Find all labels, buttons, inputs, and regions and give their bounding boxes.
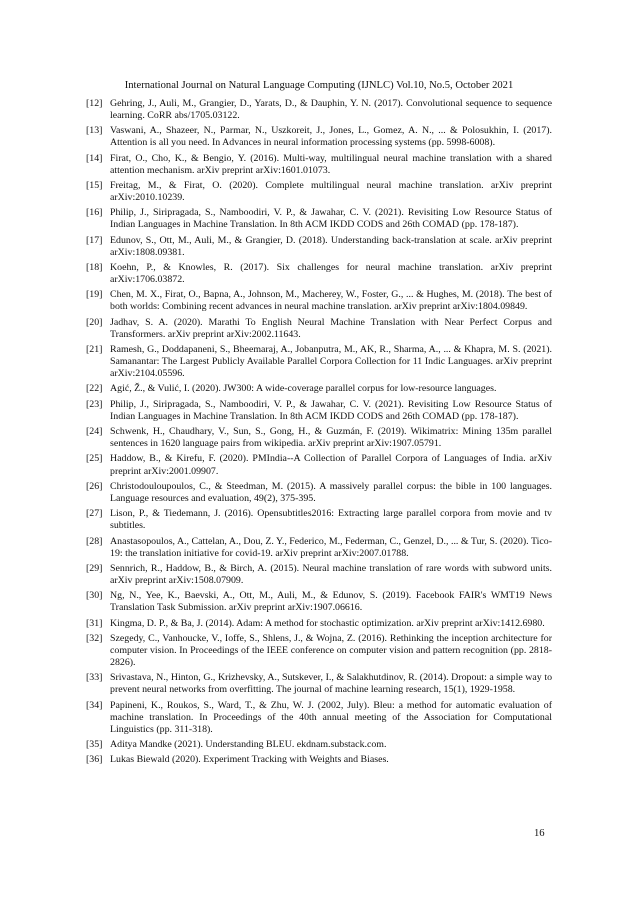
reference-text: Szegedy, C., Vanhoucke, V., Ioffe, S., Shlens, J., & Wojna, Z. (2016). Rethinking the inception architecture for computer vision. In Proceedings of the IEEE conference on computer vision and pattern recognition (pp. 2818-2826).	[110, 632, 552, 668]
reference-item	[86, 262, 552, 286]
reference-number: [19]	[86, 289, 103, 301]
reference-text: Philip, J., Siripragada, S., Namboodiri, V. P., & Jawahar, C. V. (2021). Revisiting Low Resource Status of Indian Languages in Machine Translation. In 8th ACM IKDD CODS and 26th COMAD (pp. 178-187).	[110, 398, 552, 422]
reference-number: [25]	[86, 453, 103, 465]
reference-number: [28]	[86, 535, 103, 547]
reference-item	[86, 700, 552, 736]
reference-text: Ramesh, G., Doddapaneni, S., Bheemaraj, A., Jobanputra, M., AK, R., Sharma, A., ... & Khapra, M. S. (2021). Samanantar: The Largest Publicly Available Parallel Corpora Collection for 11 Indic Languages. arXiv preprint arXiv:2104.05596.	[110, 344, 552, 380]
reference-text: Papineni, K., Roukos, S., Ward, T., & Zhu, W. J. (2002, July). Bleu: a method for automatic evaluation of machine translation. In Proceedings of the 40th annual meeting of the Association for Computational Linguistics (pp. 311-318).	[110, 699, 552, 735]
reference-text: Haddow, B., & Kirefu, F. (2020). PMIndia--A Collection of Parallel Corpora of Languages of India. arXiv preprint arXiv:2001.09907.	[110, 453, 552, 477]
reference-number: [16]	[86, 207, 103, 219]
reference-text: Kingma, D. P., & Ba, J. (2014). Adam: A method for stochastic optimization. arXiv preprint arXiv:1412.6980.	[110, 617, 545, 629]
reference-text: Gehring, J., Auli, M., Grangier, D., Yarats, D., & Dauphin, Y. N. (2017). Convolutional sequence to sequence learning. CoRR abs/1705.03122.	[110, 98, 552, 122]
reference-text: Vaswani, A., Shazeer, N., Parmar, N., Uszkoreit, J., Jones, L., Gomez, A. N., ... & Polosukhin, I. (2017). Attention is all you need. In Advances in neural information processing systems (pp. 5998-6008).	[110, 125, 552, 149]
reference-item	[86, 618, 552, 630]
reference-number: [33]	[86, 672, 103, 684]
reference-number: [18]	[86, 262, 103, 274]
reference-text: Aditya Mandke (2021). Understanding BLEU. ekdnam.substack.com.	[110, 738, 387, 750]
reference-item	[86, 563, 552, 587]
reference-item	[86, 739, 552, 751]
reference-item	[86, 399, 552, 423]
reference-text: Srivastava, N., Hinton, G., Krizhevsky, A., Sutskever, I., & Salakhutdinov, R. (2014). Dropout: a simple way to prevent neural networks from overfitting. The journal of machine learning research, 15(1), 1929-1958.	[110, 672, 552, 696]
reference-item	[86, 207, 552, 231]
page-number: 16	[534, 828, 545, 839]
reference-text: Chen, M. X., Firat, O., Bapna, A., Johnson, M., Macherey, W., Foster, G., ... & Hughes, M. (2018). The best of both worlds: Combining recent advances in neural machine translation. arXiv preprint arXiv:1804.09849.	[110, 289, 552, 313]
reference-item	[86, 153, 552, 177]
reference-item	[86, 235, 552, 259]
reference-number: [35]	[86, 738, 103, 750]
reference-number: [24]	[86, 426, 103, 438]
reference-number: [34]	[86, 699, 103, 711]
reference-number: [22]	[86, 383, 103, 395]
reference-text: Schwenk, H., Chaudhary, V., Sun, S., Gong, H., & Guzmán, F. (2019). Wikimatrix: Mining 135m parallel sentences in 1620 language pairs from wikipedia. arXiv preprint arXiv:1907.05791.	[110, 426, 552, 450]
reference-number: [29]	[86, 562, 103, 574]
reference-item	[86, 508, 552, 532]
running-header: International Journal on Natural Language Computing (IJNLC) Vol.10, No.5, October 2021	[124, 80, 514, 91]
reference-number: [26]	[86, 480, 103, 492]
reference-number: [12]	[86, 98, 103, 109]
reference-number: [27]	[86, 508, 103, 520]
reference-item	[86, 590, 552, 614]
reference-text: Koehn, P., & Knowles, R. (2017). Six challenges for neural machine translation. arXiv preprint arXiv:1706.03872.	[110, 262, 552, 286]
reference-number: [13]	[86, 125, 103, 137]
reference-text: Philip, J., Siripragada, S., Namboodiri, V. P., & Jawahar, C. V. (2021). Revisiting Low Resource Status of Indian Languages in Machine Translation. In 8th ACM IKDD CODS and 26th COMAD (pp. 178-187).	[110, 207, 552, 231]
reference-item	[86, 754, 552, 766]
reference-number: [23]	[86, 398, 103, 410]
reference-number: [36]	[86, 754, 103, 766]
reference-number: [31]	[86, 617, 103, 629]
reference-item	[86, 125, 552, 149]
reference-item	[86, 344, 552, 380]
reference-number: [14]	[86, 152, 103, 164]
reference-number: [17]	[86, 234, 103, 246]
reference-item	[86, 633, 552, 669]
reference-number: [30]	[86, 590, 103, 602]
reference-text: Anastasopoulos, A., Cattelan, A., Dou, Z. Y., Federico, M., Federman, C., Genzel, D., ... & Tur, S. (2020). Tico-19: the translation initiative for covid-19. arXiv preprint arXiv:2007.01788.	[110, 535, 552, 559]
reference-text: Lukas Biewald (2020). Experiment Tracking with Weights and Biases.	[110, 754, 389, 766]
reference-text: Freitag, M., & Firat, O. (2020). Complete multilingual neural machine translation. arXiv preprint arXiv:2010.10239.	[110, 180, 552, 204]
reference-text: Firat, O., Cho, K., & Bengio, Y. (2016). Multi-way, multilingual neural machine translation with a shared attention mechanism. arXiv preprint arXiv:1601.01073.	[110, 152, 552, 176]
reference-text: Jadhav, S. A. (2020). Marathi To English Neural Machine Translation with Near Perfect Corpus and Transformers. arXiv preprint arXiv:2002.11643.	[110, 316, 552, 340]
reference-text: Ng, N., Yee, K., Baevski, A., Ott, M., Auli, M., & Edunov, S. (2019). Facebook FAIR's WMT19 News Translation Task Submission. arXiv preprint arXiv:1907.06616.	[110, 590, 552, 614]
reference-item	[86, 98, 552, 122]
reference-item	[86, 453, 552, 477]
reference-item	[86, 383, 552, 395]
reference-text: Christodouloupoulos, C., & Steedman, M. (2015). A massively parallel corpus: the bible in 100 languages. Language resources and evaluation, 49(2), 375-395.	[110, 480, 552, 504]
reference-number: [15]	[86, 180, 103, 192]
reference-item	[86, 536, 552, 560]
reference-text: Agić, Ž., & Vulić, I. (2020). JW300: A wide-coverage parallel corpus for low-resource languages.	[110, 383, 497, 395]
reference-item	[86, 317, 552, 341]
reference-item	[86, 289, 552, 313]
reference-number: [32]	[86, 632, 103, 644]
reference-item	[86, 426, 552, 450]
reference-text: Edunov, S., Ott, M., Auli, M., & Grangier, D. (2018). Understanding back-translation at scale. arXiv preprint arXiv:1808.09381.	[110, 234, 552, 258]
reference-list	[86, 98, 552, 770]
reference-text: Lison, P., & Tiedemann, J. (2016). Opensubtitles2016: Extracting large parallel corpora from movie and tv subtitles.	[110, 508, 552, 532]
reference-number: [20]	[86, 316, 103, 328]
reference-number: [21]	[86, 344, 103, 356]
reference-item	[86, 481, 552, 505]
reference-item	[86, 672, 552, 696]
reference-item	[86, 180, 552, 204]
reference-text: Sennrich, R., Haddow, B., & Birch, A. (2015). Neural machine translation of rare words with subword units. arXiv preprint arXiv:1508.07909.	[110, 562, 552, 586]
